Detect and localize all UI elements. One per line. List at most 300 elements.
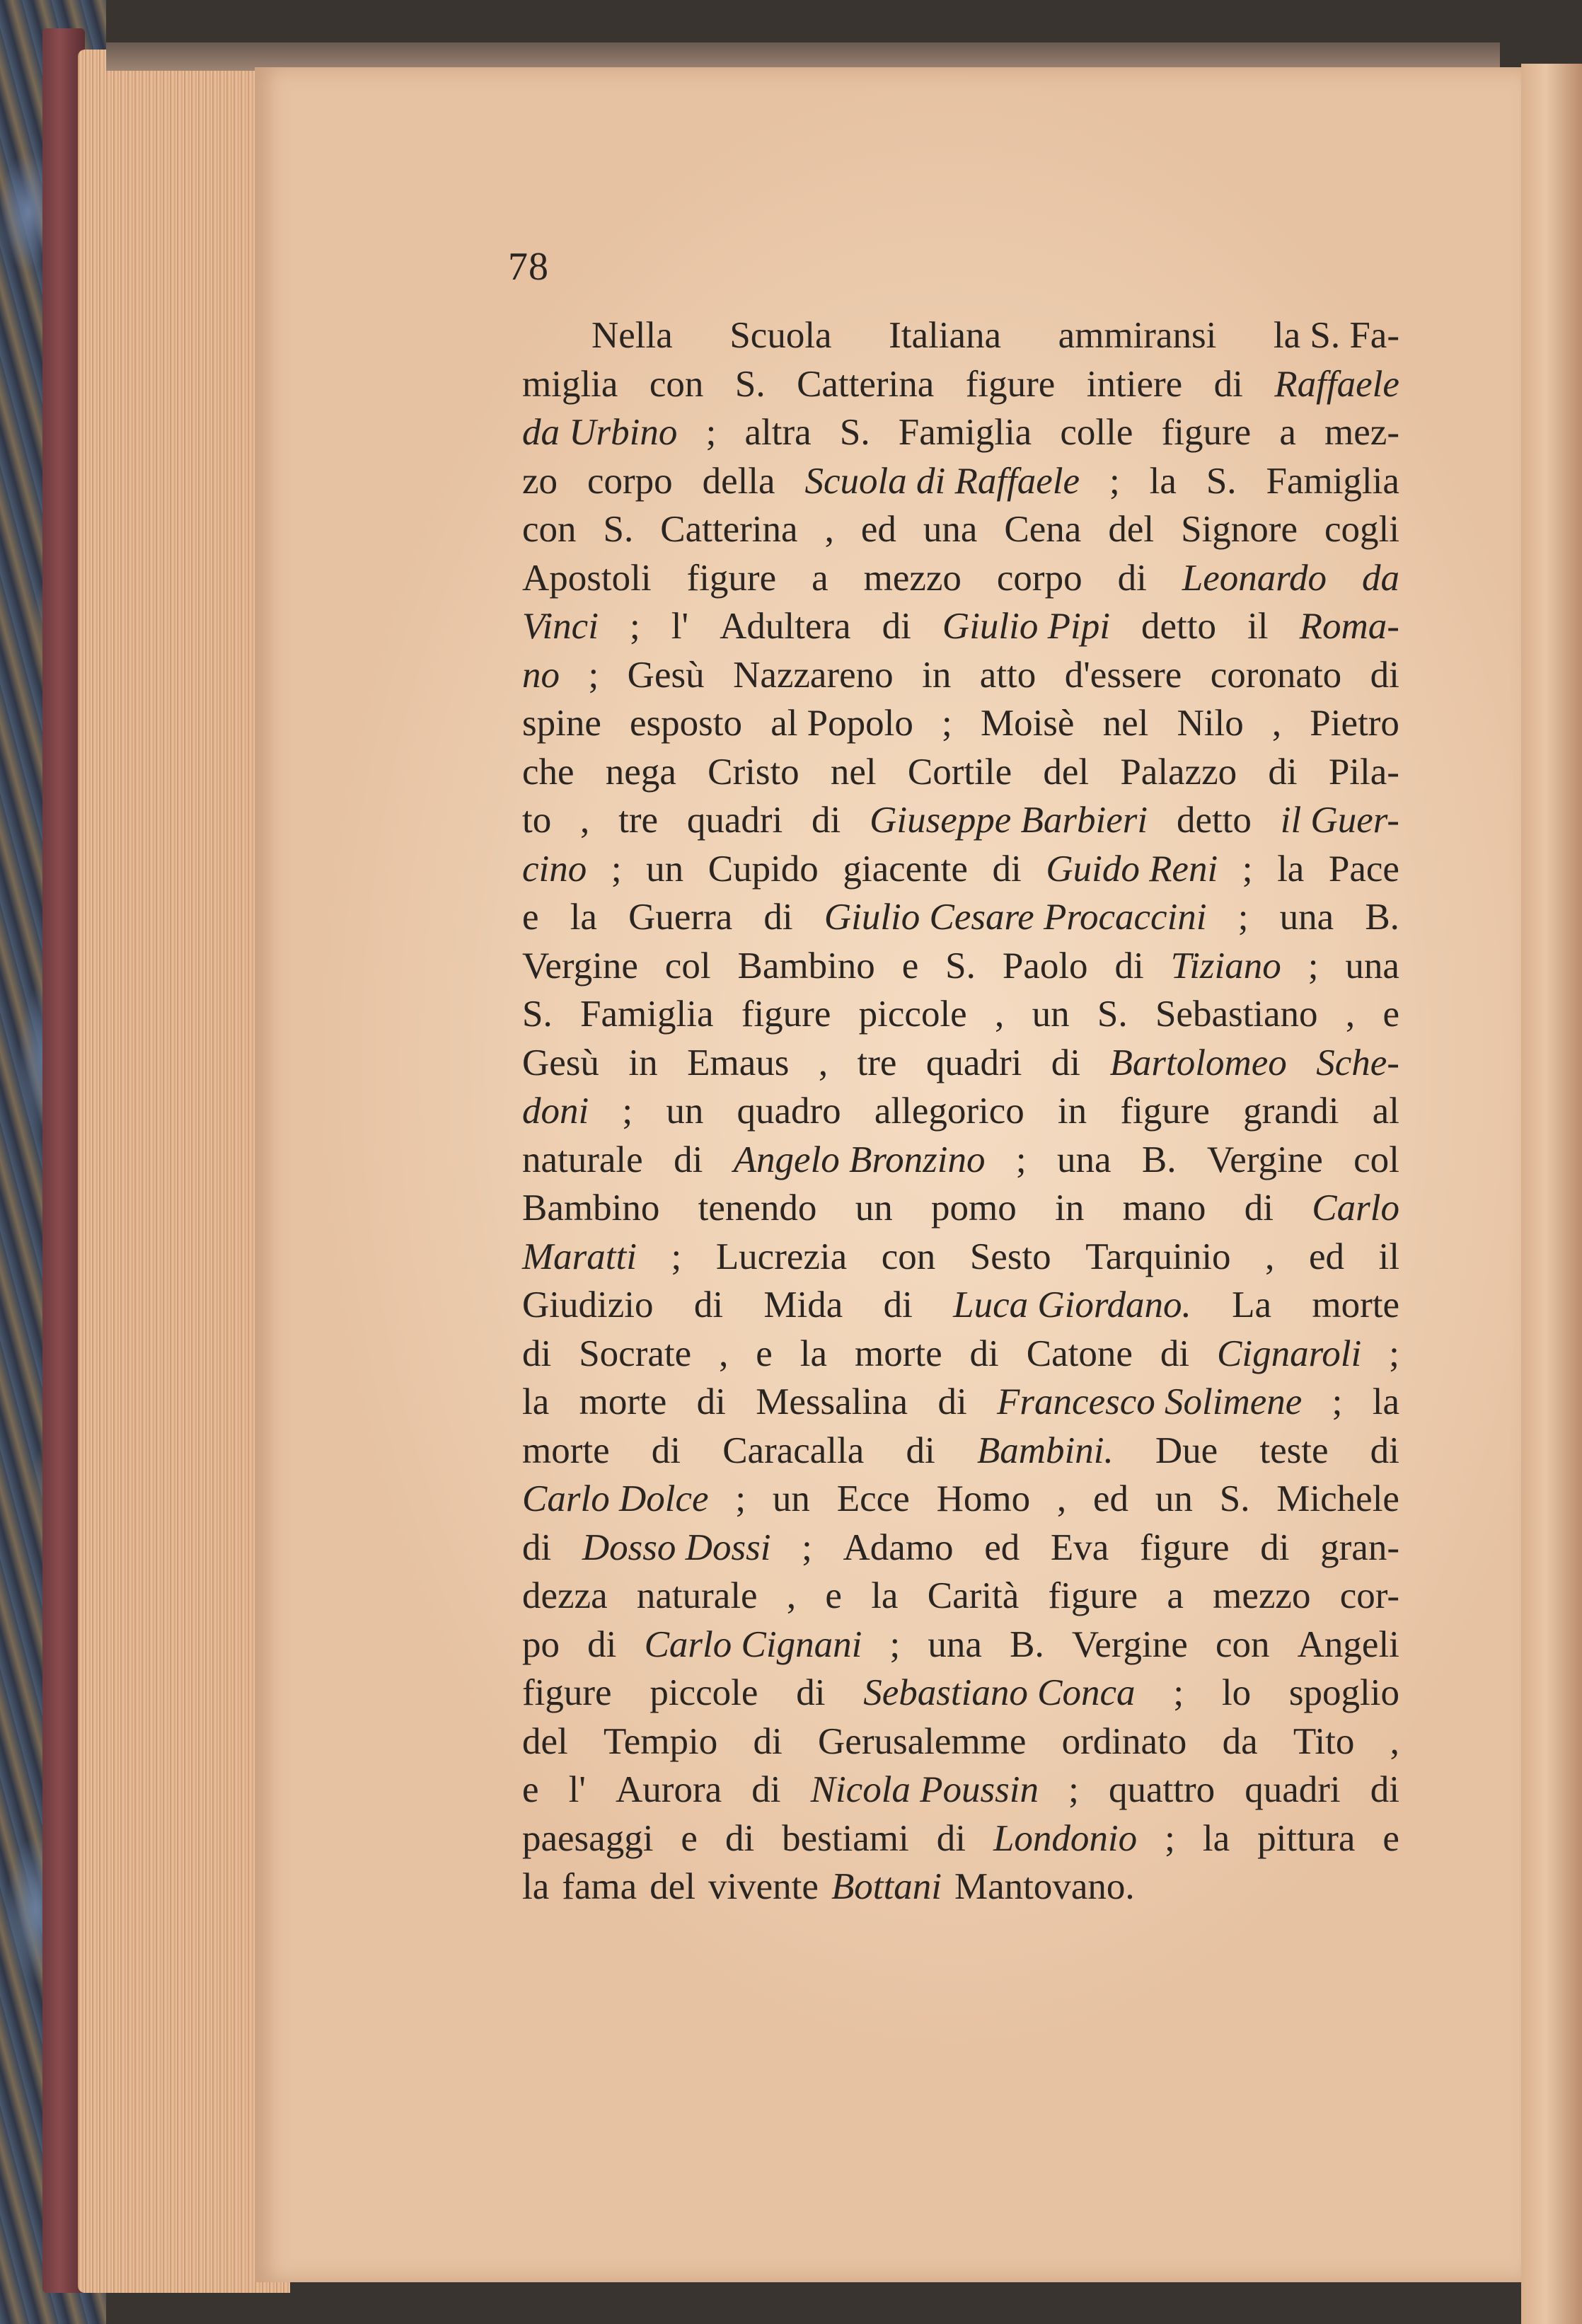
word: , xyxy=(818,1042,828,1083)
word: ; xyxy=(1242,848,1253,890)
word: un xyxy=(666,1091,704,1132)
word: colle xyxy=(1060,412,1133,453)
word: la xyxy=(522,1866,550,1907)
word: detto xyxy=(1141,606,1216,647)
word: l' xyxy=(568,1769,586,1810)
word: Mida xyxy=(763,1284,843,1325)
word: Pila- xyxy=(1328,751,1399,793)
text-line xyxy=(522,1718,1399,1766)
word: esposto xyxy=(630,703,743,744)
word: , xyxy=(786,1575,797,1616)
word: Vergine xyxy=(522,945,638,986)
word: con xyxy=(881,1236,936,1277)
word: di xyxy=(1160,1333,1190,1374)
word: Guerra xyxy=(628,897,733,938)
word: cor- xyxy=(1339,1575,1399,1616)
word: di xyxy=(674,1139,703,1180)
word: pittura xyxy=(1257,1817,1356,1859)
text-line xyxy=(522,1087,1399,1136)
word: Carlo Cignani xyxy=(644,1623,862,1665)
word: , xyxy=(1390,1720,1399,1762)
word: Homo xyxy=(936,1478,1031,1519)
word: di xyxy=(1051,1042,1081,1083)
word: giacente xyxy=(843,848,968,890)
word: dezza xyxy=(522,1575,608,1616)
text-line xyxy=(522,408,1399,457)
word: quattro xyxy=(1108,1769,1216,1810)
word: Catterina xyxy=(660,509,798,550)
word: Michele xyxy=(1276,1478,1399,1519)
word: , xyxy=(1271,703,1282,744)
word: Due xyxy=(1155,1430,1218,1471)
text-line xyxy=(522,942,1399,991)
word: Signore xyxy=(1181,509,1298,550)
text-line xyxy=(522,893,1399,942)
word: B. xyxy=(1365,897,1399,938)
text-line xyxy=(522,1863,1399,1911)
word: di xyxy=(969,1333,999,1374)
word: atto xyxy=(979,654,1037,696)
word: da Urbino xyxy=(522,412,678,453)
word: ed xyxy=(1093,1478,1129,1519)
word: piccole xyxy=(858,994,967,1035)
word: e xyxy=(681,1817,698,1859)
word: di xyxy=(883,1284,913,1325)
word: figure xyxy=(522,1672,612,1713)
word: tre xyxy=(857,1042,897,1083)
word: ; xyxy=(1389,1333,1399,1374)
word: morte xyxy=(579,1381,667,1422)
word: figure xyxy=(1120,1091,1210,1132)
word: quadri xyxy=(1245,1769,1341,1810)
word: la xyxy=(871,1575,899,1616)
word: , xyxy=(580,800,590,841)
word: d'essere xyxy=(1064,654,1182,696)
word: un xyxy=(1155,1478,1193,1519)
word: Tito xyxy=(1293,1720,1355,1762)
word: e xyxy=(756,1333,773,1374)
word: La xyxy=(1232,1284,1272,1325)
word: in xyxy=(922,654,952,696)
word: Dosso Dossi xyxy=(582,1526,771,1568)
word: Catterina xyxy=(797,363,935,405)
word: Paolo xyxy=(1002,945,1088,986)
word: ; xyxy=(1109,460,1120,502)
word: grandi xyxy=(1243,1091,1339,1132)
word: col xyxy=(1353,1139,1399,1180)
word: Vergine xyxy=(1071,1623,1188,1665)
word: del xyxy=(649,1866,695,1907)
word: ed xyxy=(984,1526,1020,1568)
text-line xyxy=(522,1039,1399,1088)
word: la xyxy=(1277,848,1305,890)
word: vivente xyxy=(708,1866,819,1907)
word: Raffaele xyxy=(1274,363,1399,405)
word: detto xyxy=(1176,800,1252,841)
text-line xyxy=(522,845,1399,894)
word: Cena xyxy=(1004,509,1082,550)
word: figure xyxy=(1140,1526,1230,1568)
word: Gerusalemme xyxy=(818,1720,1027,1762)
word: po xyxy=(522,1623,560,1665)
word: di xyxy=(1268,751,1298,793)
word: figure xyxy=(686,557,777,599)
word: di xyxy=(1260,1526,1290,1568)
word: Bartolomeo xyxy=(1109,1042,1287,1083)
word: Angelo Bronzino xyxy=(733,1139,986,1180)
word: di xyxy=(937,1381,967,1422)
word: il xyxy=(1378,1236,1399,1277)
text-line xyxy=(522,1184,1399,1233)
word: la xyxy=(1149,460,1177,502)
word: in xyxy=(1057,1091,1087,1132)
word: Luca Giordano. xyxy=(953,1284,1191,1325)
word: allegorico xyxy=(874,1091,1024,1132)
word: S. xyxy=(1206,460,1237,502)
text-line xyxy=(522,1475,1399,1524)
word: S. xyxy=(522,994,553,1035)
word: Carlo xyxy=(1312,1187,1399,1229)
word: del xyxy=(522,1720,568,1762)
word: S. xyxy=(839,412,870,453)
word: di xyxy=(587,1623,617,1665)
word: a xyxy=(1279,412,1296,453)
word: to xyxy=(522,800,552,841)
text-line xyxy=(522,602,1399,651)
word: Adultera xyxy=(720,606,851,647)
word: miglia xyxy=(522,363,618,405)
word: con xyxy=(649,363,704,405)
word: spine xyxy=(522,703,601,744)
text-line xyxy=(522,457,1399,506)
word: Carità xyxy=(927,1575,1020,1616)
word: ammiransi xyxy=(1058,315,1217,356)
word: piccole xyxy=(649,1672,758,1713)
word: di xyxy=(1114,945,1144,986)
word: Giuseppe Barbieri xyxy=(870,800,1148,841)
word: Gesù xyxy=(627,654,705,696)
word: Ecce xyxy=(836,1478,910,1519)
word: , xyxy=(719,1333,729,1374)
word: Palazzo xyxy=(1120,751,1237,793)
word: paesaggi xyxy=(522,1817,654,1859)
text-line xyxy=(522,505,1399,554)
text-line xyxy=(522,1281,1399,1330)
word: Giulio Pipi xyxy=(942,606,1110,647)
word: fama xyxy=(562,1866,637,1907)
word: Sesto xyxy=(969,1236,1051,1277)
word: Sebastiano Conca xyxy=(863,1672,1136,1713)
word: coronato xyxy=(1210,654,1342,696)
word: di xyxy=(522,1333,552,1374)
page-number: 78 xyxy=(508,245,549,289)
word: ; xyxy=(802,1526,812,1568)
word: Gesù xyxy=(522,1042,599,1083)
page-stack-top xyxy=(106,42,1500,71)
word: di xyxy=(651,1430,681,1471)
word: di xyxy=(1117,557,1147,599)
word: S. xyxy=(945,945,976,986)
word: ; xyxy=(671,1236,682,1277)
word: di xyxy=(882,606,911,647)
word: Giulio Cesare Procaccini xyxy=(824,897,1207,938)
text-line xyxy=(522,1766,1399,1814)
facing-page-edge xyxy=(1521,64,1582,2324)
word: naturale xyxy=(522,1139,643,1180)
word: con xyxy=(1215,1623,1270,1665)
word: il xyxy=(1247,606,1269,647)
word: ; xyxy=(1015,1139,1027,1180)
word: Catone xyxy=(1026,1333,1133,1374)
word: Emaus xyxy=(687,1042,790,1083)
word: di xyxy=(753,1720,783,1762)
word: quadro xyxy=(737,1091,841,1132)
word: gran- xyxy=(1320,1526,1399,1568)
word: Bottani xyxy=(831,1866,942,1907)
word: S. xyxy=(734,363,766,405)
word: Cortile xyxy=(907,751,1012,793)
word: Vinci xyxy=(522,606,599,647)
word: Maratti xyxy=(522,1236,637,1277)
word: intiere xyxy=(1086,363,1183,405)
word: S. xyxy=(1219,1478,1250,1519)
word: Nicola Poussin xyxy=(810,1769,1039,1810)
word: ; xyxy=(1173,1672,1184,1713)
word: S. xyxy=(603,509,634,550)
word: la xyxy=(799,1333,828,1374)
text-line xyxy=(522,1378,1399,1427)
word: di xyxy=(1244,1187,1274,1229)
word: nega xyxy=(605,751,676,793)
text-line xyxy=(522,1427,1399,1475)
word: ; xyxy=(1237,897,1249,938)
word: mezzo xyxy=(863,557,962,599)
word: Leonardo xyxy=(1182,557,1327,599)
word: mez- xyxy=(1324,412,1399,453)
word: una xyxy=(923,509,978,550)
word: Bambino xyxy=(737,945,875,986)
word: di xyxy=(1370,1430,1399,1471)
word: corpo xyxy=(587,460,673,502)
word: a xyxy=(812,557,828,599)
word: Tempio xyxy=(604,1720,718,1762)
text-line xyxy=(522,1621,1399,1669)
word: e xyxy=(522,897,539,938)
word: figure xyxy=(1161,412,1252,453)
word: Vergine xyxy=(1206,1139,1323,1180)
word: pomo xyxy=(931,1187,1017,1229)
word: il Guer- xyxy=(1280,800,1399,841)
word: una xyxy=(1345,945,1399,986)
word: e xyxy=(1382,994,1399,1035)
word: di xyxy=(906,1430,935,1471)
word: una xyxy=(928,1623,982,1665)
word: , xyxy=(1265,1236,1275,1277)
word: al Popolo xyxy=(770,703,913,744)
word: ; xyxy=(611,848,622,890)
word: , xyxy=(1056,1478,1067,1519)
word: zo xyxy=(522,460,558,502)
word: corpo xyxy=(996,557,1082,599)
word: di xyxy=(724,1817,755,1859)
word: Eva xyxy=(1050,1526,1109,1568)
text-line xyxy=(522,1233,1399,1282)
word: lo xyxy=(1221,1672,1252,1713)
body-text xyxy=(522,311,1399,1911)
word: la xyxy=(522,1381,550,1422)
word: Messalina xyxy=(756,1381,908,1422)
word: ; xyxy=(629,606,640,647)
word: Scuola di Raffaele xyxy=(804,460,1080,502)
word: di xyxy=(522,1526,552,1568)
word: mezzo xyxy=(1213,1575,1311,1616)
word: mano xyxy=(1122,1187,1206,1229)
word: ; xyxy=(942,703,952,744)
word: Cristo xyxy=(708,751,799,793)
word: di xyxy=(696,1381,726,1422)
text-line xyxy=(522,651,1399,700)
word: tenendo xyxy=(698,1187,817,1229)
word: al xyxy=(1372,1091,1399,1132)
word: Socrate xyxy=(579,1333,692,1374)
word: Famiglia xyxy=(898,412,1032,453)
word: che xyxy=(522,751,575,793)
word: di xyxy=(992,848,1022,890)
word: di xyxy=(796,1672,826,1713)
text-line xyxy=(522,311,1399,360)
word: di xyxy=(1370,654,1399,696)
word: morte xyxy=(1312,1284,1399,1325)
word: cino xyxy=(522,848,587,890)
word: di xyxy=(812,800,841,841)
word: Famiglia xyxy=(1266,460,1399,502)
word: nel xyxy=(1102,703,1149,744)
word: ; xyxy=(705,412,717,453)
word: la xyxy=(570,897,597,938)
word: una xyxy=(1056,1139,1112,1180)
text-line xyxy=(522,748,1399,797)
word: quadri xyxy=(686,800,783,841)
text-line xyxy=(522,1330,1399,1379)
word: la xyxy=(1372,1381,1399,1422)
word: Angeli xyxy=(1297,1623,1399,1665)
word: ed xyxy=(860,509,896,550)
word: e xyxy=(522,1769,539,1810)
word: di xyxy=(763,897,793,938)
text-line xyxy=(522,554,1399,603)
word: ; xyxy=(622,1091,633,1132)
word: di xyxy=(936,1817,966,1859)
word: , xyxy=(995,994,1005,1035)
word: quadri xyxy=(925,1042,1022,1083)
word: Pietro xyxy=(1310,703,1399,744)
text-line xyxy=(522,1814,1399,1863)
word: e xyxy=(901,945,919,986)
word: Londonio xyxy=(993,1817,1138,1859)
word: con xyxy=(522,509,577,550)
text-line xyxy=(522,990,1399,1039)
word: Tiziano xyxy=(1170,945,1281,986)
word: Moisè xyxy=(980,703,1075,744)
text-line xyxy=(522,1572,1399,1621)
word: morte xyxy=(522,1430,610,1471)
word: una xyxy=(1279,897,1334,938)
word: Nella xyxy=(591,315,673,356)
word: teste xyxy=(1259,1430,1329,1471)
text-line xyxy=(522,699,1399,748)
word: Bambini. xyxy=(976,1430,1114,1471)
word: un xyxy=(855,1187,893,1229)
word: del xyxy=(1043,751,1090,793)
word: ; xyxy=(1307,945,1319,986)
word: Mantovano. xyxy=(954,1866,1135,1907)
word: la xyxy=(1202,1817,1230,1859)
word: figure xyxy=(741,994,831,1035)
word: morte xyxy=(854,1333,942,1374)
word: B. xyxy=(1141,1139,1177,1180)
word: Sche- xyxy=(1316,1042,1399,1083)
word: Tarquinio xyxy=(1085,1236,1231,1277)
word: figure xyxy=(1048,1575,1138,1616)
word: da xyxy=(1361,557,1399,599)
word: ordinato xyxy=(1061,1720,1187,1762)
word: , xyxy=(1345,994,1356,1035)
word: di xyxy=(1370,1769,1399,1810)
word: Caracalla xyxy=(722,1430,865,1471)
word: Adamo xyxy=(843,1526,954,1568)
word: Guido Reni xyxy=(1046,848,1218,890)
word: Cupido xyxy=(708,848,819,890)
word: Aurora xyxy=(616,1769,722,1810)
word: Nilo xyxy=(1177,703,1244,744)
word: un xyxy=(646,848,684,890)
word: S. xyxy=(1097,994,1128,1035)
word: cogli xyxy=(1324,509,1399,550)
word: col xyxy=(664,945,711,986)
word: di xyxy=(751,1769,781,1810)
word: e xyxy=(1382,1817,1399,1859)
word: no xyxy=(522,654,560,696)
word: un xyxy=(772,1478,810,1519)
word: del xyxy=(1108,509,1155,550)
word: bestiami xyxy=(782,1817,909,1859)
text-line xyxy=(522,1524,1399,1572)
word: figure xyxy=(965,363,1056,405)
word: Giudizio xyxy=(522,1284,654,1325)
word: ; xyxy=(1068,1769,1079,1810)
word: in xyxy=(628,1042,658,1083)
word: ; xyxy=(588,654,599,696)
word: ed xyxy=(1308,1236,1344,1277)
word: Pace xyxy=(1328,848,1399,890)
word: un xyxy=(1032,994,1070,1035)
word: l' xyxy=(671,606,689,647)
word: doni xyxy=(522,1091,589,1132)
word: Roma- xyxy=(1299,606,1399,647)
word: naturale xyxy=(636,1575,758,1616)
word: ; xyxy=(1165,1817,1175,1859)
word: di xyxy=(693,1284,724,1325)
word: B. xyxy=(1010,1623,1044,1665)
word: Carlo Dolce xyxy=(522,1478,709,1519)
word: la S. Fa- xyxy=(1273,315,1399,356)
word: Apostoli xyxy=(522,557,652,599)
text-line xyxy=(522,1136,1399,1185)
word: ; xyxy=(735,1478,746,1519)
word: ; xyxy=(1332,1381,1343,1422)
word: spoglio xyxy=(1288,1672,1399,1713)
word: altra xyxy=(744,412,812,453)
